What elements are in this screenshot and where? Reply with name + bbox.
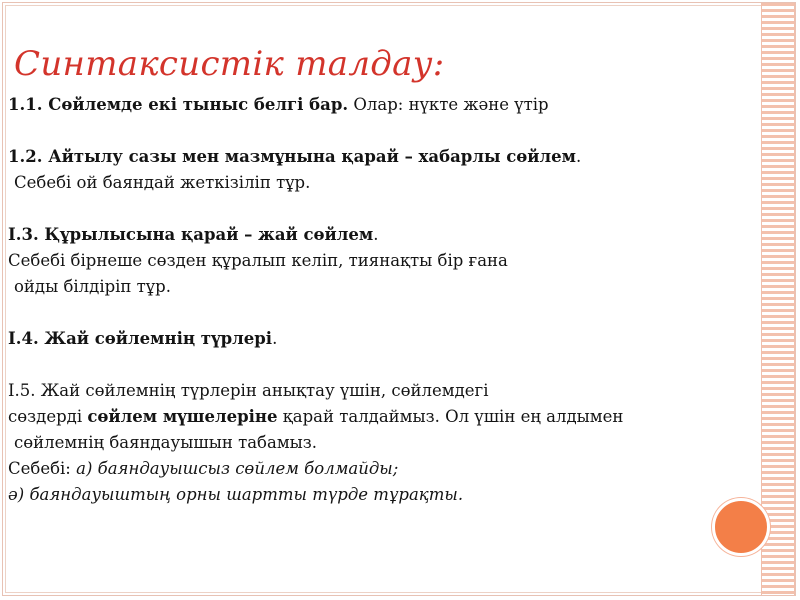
item-1-1-heading: 1.1. Сөйлемде екі тыныс белгі бар. <box>8 95 349 114</box>
spacer <box>8 196 758 222</box>
item-1-5-line4 <box>8 456 758 482</box>
item-1-2-period: . <box>576 147 582 166</box>
item-1-5-line3: сөйлемнің баяндауышын табамыз. <box>14 433 318 452</box>
item-1-5-line2-post: қарай талдаймыз. Ол үшін ең алдымен <box>277 407 624 426</box>
decorative-stripe <box>762 3 794 595</box>
item-1-3 <box>8 222 758 248</box>
spacer <box>8 352 758 378</box>
item-1-4-period: . <box>272 329 278 348</box>
item-1-5-reason-a: а) баяндауышсыз сөйлем болмайды; <box>76 459 399 478</box>
slide-title: Синтаксистік талдау: <box>14 44 445 84</box>
item-1-2-reason: Себебі ой баяндай жеткізіліп тұр. <box>14 173 311 192</box>
item-1-5-reason-label: Себебі: <box>8 459 77 478</box>
slide-body <box>8 92 758 508</box>
item-1-3-heading: І.3. Құрылысына қарай – жай сөйлем <box>8 225 374 244</box>
item-1-5-line2-pre: сөздерді <box>8 407 88 426</box>
item-1-4-heading: І.4. Жай сөйлемнің түрлері <box>8 329 273 348</box>
spacer <box>8 118 758 144</box>
item-1-2 <box>8 144 758 170</box>
item-1-5-reason-b: ә) баяндауыштың орны шартты түрде тұрақты. <box>8 485 464 504</box>
item-1-5-line2-bold: сөйлем мүшелеріне <box>87 407 278 426</box>
item-1-2-heading: 1.2. Айтылу сазы мен мазмұнына қарай – хабарлы сөйлем <box>8 147 576 166</box>
item-1-5-line2 <box>8 404 758 430</box>
item-1-3-reason: Себебі бірнеше сөзден құралып келіп, тиянақты бір ғана <box>8 251 508 270</box>
item-1-1 <box>8 92 758 118</box>
item-1-3-period: . <box>373 225 379 244</box>
stripe-border-right <box>794 3 795 595</box>
item-1-1-text: Олар: нүкте және үтір <box>348 95 549 114</box>
item-1-5: І.5. Жай сөйлемнің түрлерін анықтау үшін, сөйлемдегі <box>8 381 489 400</box>
item-1-3-reason-cont: ойды білдіріп тұр. <box>14 277 171 296</box>
item-1-4 <box>8 326 758 352</box>
spacer <box>8 300 758 326</box>
